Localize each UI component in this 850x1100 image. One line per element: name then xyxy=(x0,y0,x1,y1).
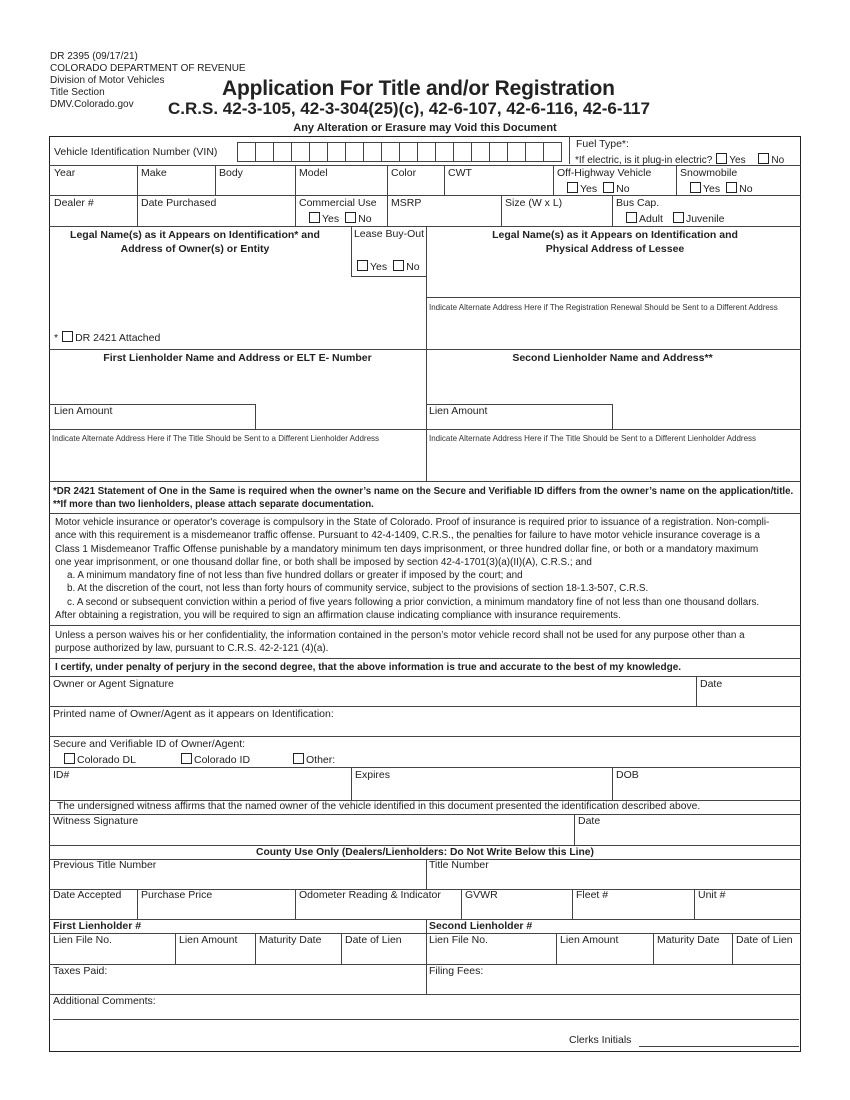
model-label: Model xyxy=(299,167,328,179)
no-label: No xyxy=(358,213,372,225)
second-lien-file-label: Lien File No. xyxy=(429,934,488,946)
lessee-heading: Legal Name(s) as it Appears on Identification and Physical Address of Lessee xyxy=(492,229,738,255)
insurance-item-c: c. A second or subsequent conviction within a period of five years following a prior conviction, a minimum mandatory fine of not less than one thousand dollars. xyxy=(67,596,760,608)
witness-signature-label: Witness Signature xyxy=(53,815,139,827)
lease-yes-checkbox[interactable] xyxy=(357,260,368,271)
plugin-yes-checkbox[interactable] xyxy=(716,153,727,164)
dr2421-checkbox[interactable] xyxy=(62,331,73,342)
dob-label: DOB xyxy=(616,769,639,781)
insurance-item-a: a. A minimum mandatory fine of not less than five hundred dollars or greater if imposed by the court; and xyxy=(67,570,523,582)
commercial-yes-checkbox[interactable] xyxy=(309,212,320,223)
form-code: DR 2395 (09/17/21) xyxy=(50,51,138,62)
second-alternate-title-label: Indicate Alternate Address Here if The Title Should be Sent to a Different Lienholder Address xyxy=(429,434,757,443)
page-title: Application For Title and/or Registration xyxy=(222,77,615,100)
division-name: Division of Motor Vehicles xyxy=(50,75,165,86)
lease-no-checkbox[interactable] xyxy=(393,260,404,271)
witness-statement: The undersigned witness affirms that the named owner of the vehicle identified in this document presented the identification described above. xyxy=(57,801,701,812)
cwt-label: CWT xyxy=(448,167,472,179)
commercial-use-label: Commercial Use xyxy=(299,197,377,209)
owner-signature-label: Owner or Agent Signature xyxy=(53,678,174,690)
colorado-dl-label: Colorado DL xyxy=(77,754,136,766)
owner-date-label: Date xyxy=(700,678,723,690)
witness-date-label: Date xyxy=(578,815,601,827)
fleet-label: Fleet # xyxy=(576,889,609,901)
insurance-after: After obtaining a registration, you will be required to sign an affirmation clause indicating compliance with insurance requirements. xyxy=(55,610,621,622)
color-label: Color xyxy=(391,167,417,179)
yes-label: Yes xyxy=(729,155,746,166)
yes-label: Yes xyxy=(703,183,721,195)
second-lien-amount-label: Lien Amount xyxy=(429,405,488,417)
first-lien-file-label: Lien File No. xyxy=(53,934,112,946)
date-purchased-label: Date Purchased xyxy=(141,197,217,209)
insurance-line-3: Class 1 Misdemeanor Traffic Offense punishable by a mandatory minimum ten days imprisonment, or three hundred dollar fine, or both or a mandatory maximum xyxy=(55,543,759,555)
certify-statement: I certify, under penalty of perjury in the second degree, that the above information is true and accurate to the best of my knowledge. xyxy=(55,662,682,673)
insurance-line-1: Motor vehicle insurance or operator's coverage is compulsory in the State of Colorado. Proof of insurance is required prior to issuance of a registration. Non-compli- xyxy=(55,517,770,528)
additional-comments-label: Additional Comments: xyxy=(53,995,156,1007)
id-number-label: ID# xyxy=(53,769,70,781)
lease-buyout-label: Lease Buy-Out xyxy=(353,228,425,240)
previous-title-label: Previous Title Number xyxy=(53,859,157,871)
make-label: Make xyxy=(141,167,167,179)
yes-label: Yes xyxy=(370,261,388,273)
other-id-label: Other: xyxy=(306,754,336,766)
section-name: Title Section xyxy=(50,87,105,98)
first-lien-amount-county-label: Lien Amount xyxy=(179,934,238,946)
size-label: Size (W x L) xyxy=(505,197,563,209)
plugin-question: *If electric, is it plug-in electric? xyxy=(575,155,713,166)
no-label: No xyxy=(771,155,785,166)
insurance-item-b: b. At the discretion of the court, not less than forty hours of community service, subject to the provisions of section 18-1.3-507, C.R.S. xyxy=(67,583,649,595)
insurance-line-2: ance with this requirement is a misdemeanor traffic offense. Pursuant to 42-4-1409, C.R.S., the penalties for failure to have motor vehicle insurance coverage is a xyxy=(55,530,760,542)
first-alternate-title-label: Indicate Alternate Address Here if The Title Should be Sent to a Different Lienholder Address xyxy=(52,434,380,443)
msrp-label: MSRP xyxy=(391,197,422,209)
snowmobile-no-checkbox[interactable] xyxy=(726,182,737,193)
adult-checkbox[interactable] xyxy=(626,212,637,223)
dealer-label: Dealer # xyxy=(54,197,94,209)
bus-cap-label: Bus Cap. xyxy=(616,197,660,209)
snowmobile-label: Snowmobile xyxy=(680,167,738,179)
juvenile-label: Juvenile xyxy=(685,213,725,225)
no-label: No xyxy=(406,261,420,273)
first-date-of-lien-label: Date of Lien xyxy=(345,934,402,946)
second-lien-amount-county-label: Lien Amount xyxy=(560,934,619,946)
taxes-paid-label: Taxes Paid: xyxy=(53,965,108,977)
other-id-checkbox[interactable] xyxy=(293,753,304,764)
second-lienholder-number-label: Second Lienholder # xyxy=(429,920,533,932)
note-dr2421: *DR 2421 Statement of One in the Same is required when the owner’s name on the Secure and Verifiable ID differs from the owner’s name on the application/title. xyxy=(53,486,794,497)
expires-label: Expires xyxy=(355,769,391,781)
clerks-initials-line[interactable] xyxy=(639,1046,799,1047)
first-lienholder-number-label: First Lienholder # xyxy=(53,920,142,932)
plugin-no-checkbox[interactable] xyxy=(758,153,769,164)
gvwr-label: GVWR xyxy=(465,889,498,901)
second-date-of-lien-label: Date of Lien xyxy=(736,934,793,946)
statute-reference: C.R.S. 42-3-105, 42-3-304(25)(c), 42-6-107, 42-6-116, 42-6-117 xyxy=(168,99,650,118)
body-label: Body xyxy=(219,167,243,179)
filing-fees-label: Filing Fees: xyxy=(429,965,484,977)
department-name: COLORADO DEPARTMENT OF REVENUE xyxy=(50,63,246,74)
privacy-line-2: purpose authorized by law, pursuant to C.R.S. 42-2-121 (4)(a). xyxy=(55,643,329,655)
juvenile-checkbox[interactable] xyxy=(673,212,684,223)
privacy-line-1: Unless a person waives his or her confidentiality, the information contained in the person’s motor vehicle record shall not be used for any purpose other than a xyxy=(55,630,745,641)
secure-id-label: Secure and Verifiable ID of Owner/Agent: xyxy=(53,738,246,750)
alternate-renewal-label: Indicate Alternate Address Here if The Registration Renewal Should be Sent to a Different Address xyxy=(429,303,778,312)
offhighway-yes-checkbox[interactable] xyxy=(567,182,578,193)
yes-label: Yes xyxy=(322,213,340,225)
year-label: Year xyxy=(54,167,76,179)
owner-heading: Legal Name(s) as it Appears on Identification* and Address of Owner(s) or Entity xyxy=(70,229,320,255)
yes-label: Yes xyxy=(580,183,598,195)
snowmobile-yes-checkbox[interactable] xyxy=(690,182,701,193)
offhighway-no-checkbox[interactable] xyxy=(603,182,614,193)
printed-name-label: Printed name of Owner/Agent as it appears on Identification: xyxy=(53,708,334,720)
commercial-no-checkbox[interactable] xyxy=(345,212,356,223)
odometer-label: Odometer Reading & Indicator xyxy=(299,889,441,901)
colorado-dl-checkbox[interactable] xyxy=(64,753,75,764)
offhighway-label: Off-Highway Vehicle xyxy=(557,167,652,179)
county-use-heading: County Use Only (Dealers/Lienholders: Do Not Write Below this Line) xyxy=(256,847,594,858)
no-label: No xyxy=(739,183,753,195)
first-lienholder-heading: First Lienholder Name and Address or ELT E- Number xyxy=(103,352,372,364)
colorado-id-checkbox[interactable] xyxy=(181,753,192,764)
unit-label: Unit # xyxy=(698,889,726,901)
fuel-type-label: Fuel Type*: xyxy=(576,138,629,150)
purchase-price-label: Purchase Price xyxy=(141,889,213,901)
adult-label: Adult xyxy=(639,213,663,225)
note-lienholders: **If more than two lienholders, please attach separate documentation. xyxy=(53,499,374,511)
website: DMV.Colorado.gov xyxy=(50,99,134,110)
colorado-id-label: Colorado ID xyxy=(194,754,251,766)
second-maturity-label: Maturity Date xyxy=(657,934,720,946)
second-lienholder-heading: Second Lienholder Name and Address** xyxy=(512,352,713,364)
first-lien-amount-label: Lien Amount xyxy=(54,405,113,417)
title-number-label: Title Number xyxy=(429,859,489,871)
date-accepted-label: Date Accepted xyxy=(53,889,122,901)
dr2421-label: DR 2421 Attached xyxy=(75,332,161,344)
no-label: No xyxy=(616,183,630,195)
alteration-warning: Any Alteration or Erasure may Void this Document xyxy=(293,122,557,134)
clerks-initials-label: Clerks Initials xyxy=(569,1034,632,1046)
first-maturity-label: Maturity Date xyxy=(259,934,322,946)
insurance-line-4: one year imprisonment, or one thousand dollar fine, or both shall be imposed by section 42-4-1701(3)(a)(II)(A), C.R.S.; and xyxy=(55,556,592,568)
vin-label: Vehicle Identification Number (VIN) xyxy=(54,146,218,158)
